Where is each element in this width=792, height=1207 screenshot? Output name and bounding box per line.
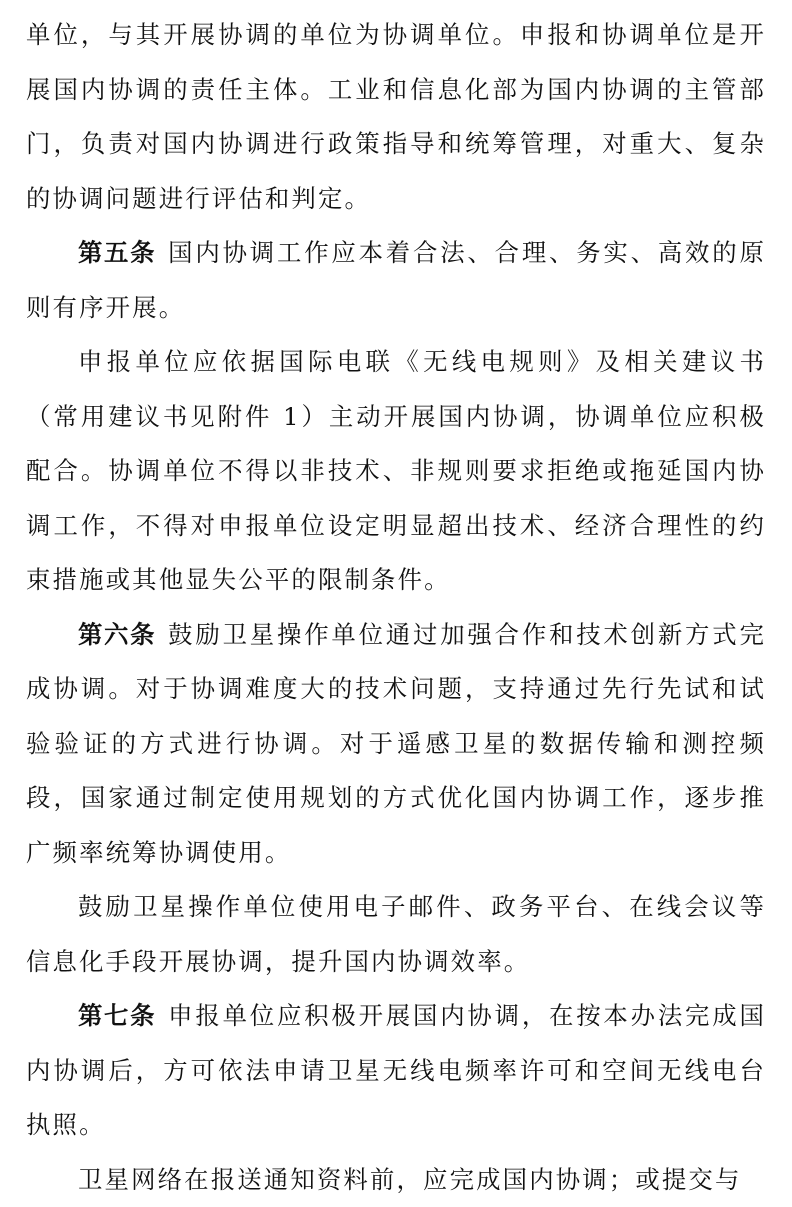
article-number: 第五条 xyxy=(78,238,156,267)
paragraph-article-7-body xyxy=(26,1153,766,1207)
paragraph-text: 单位，与其开展协调的单位为协调单位。申报和协调单位是开展国内协调的责任主体。工业和信息化部为国内协调的主管部门，负责对国内协调进行政策指导和统筹管理，对重大、复杂的协调问题进行评估和判定。 xyxy=(26,20,766,213)
paragraph-continuation xyxy=(26,8,766,226)
paragraph-text: 鼓励卫星操作单位通过加强合作和技术创新方式完成协调。对于协调难度大的技术问题，支持通过先行先试和试验验证的方式进行协调。对于遥感卫星的数据传输和测控频段，国家通过制定使用规划的方式优化国内协调工作，逐步推广频率统筹协调使用。 xyxy=(26,620,766,867)
paragraph-article-7 xyxy=(26,989,766,1153)
paragraph-text: 鼓励卫星操作单位使用电子邮件、政务平台、在线会议等信息化手段开展协调，提升国内协调效率。 xyxy=(26,892,766,976)
paragraph-article-6 xyxy=(26,608,766,881)
document-page xyxy=(26,8,766,1207)
paragraph-text: 申报单位应依据国际电联《无线电规则》及相关建议书（常用建议书见附件 1）主动开展国内协调，协调单位应积极配合。协调单位不得以非技术、非规则要求拒绝或拖延国内协调工作，不得对申报单位设定明显超出技术、经济合理性的约束措施或其他显失公平的限制条件。 xyxy=(26,347,766,594)
paragraph-text: 申报单位应积极开展国内协调，在按本办法完成国内协调后，方可依法申请卫星无线电频率许可和空间无线电台执照。 xyxy=(26,1001,766,1139)
paragraph-text: 国内协调工作应本着合法、合理、务实、高效的原则有序开展。 xyxy=(26,238,766,322)
paragraph-article-5-body xyxy=(26,335,766,608)
paragraph-text: 卫星网络在报送通知资料前，应完成国内协调；或提交与 xyxy=(78,1165,742,1194)
paragraph-article-5 xyxy=(26,226,766,335)
article-number: 第六条 xyxy=(78,620,156,649)
paragraph-article-6-body xyxy=(26,880,766,989)
article-number: 第七条 xyxy=(78,1001,156,1030)
